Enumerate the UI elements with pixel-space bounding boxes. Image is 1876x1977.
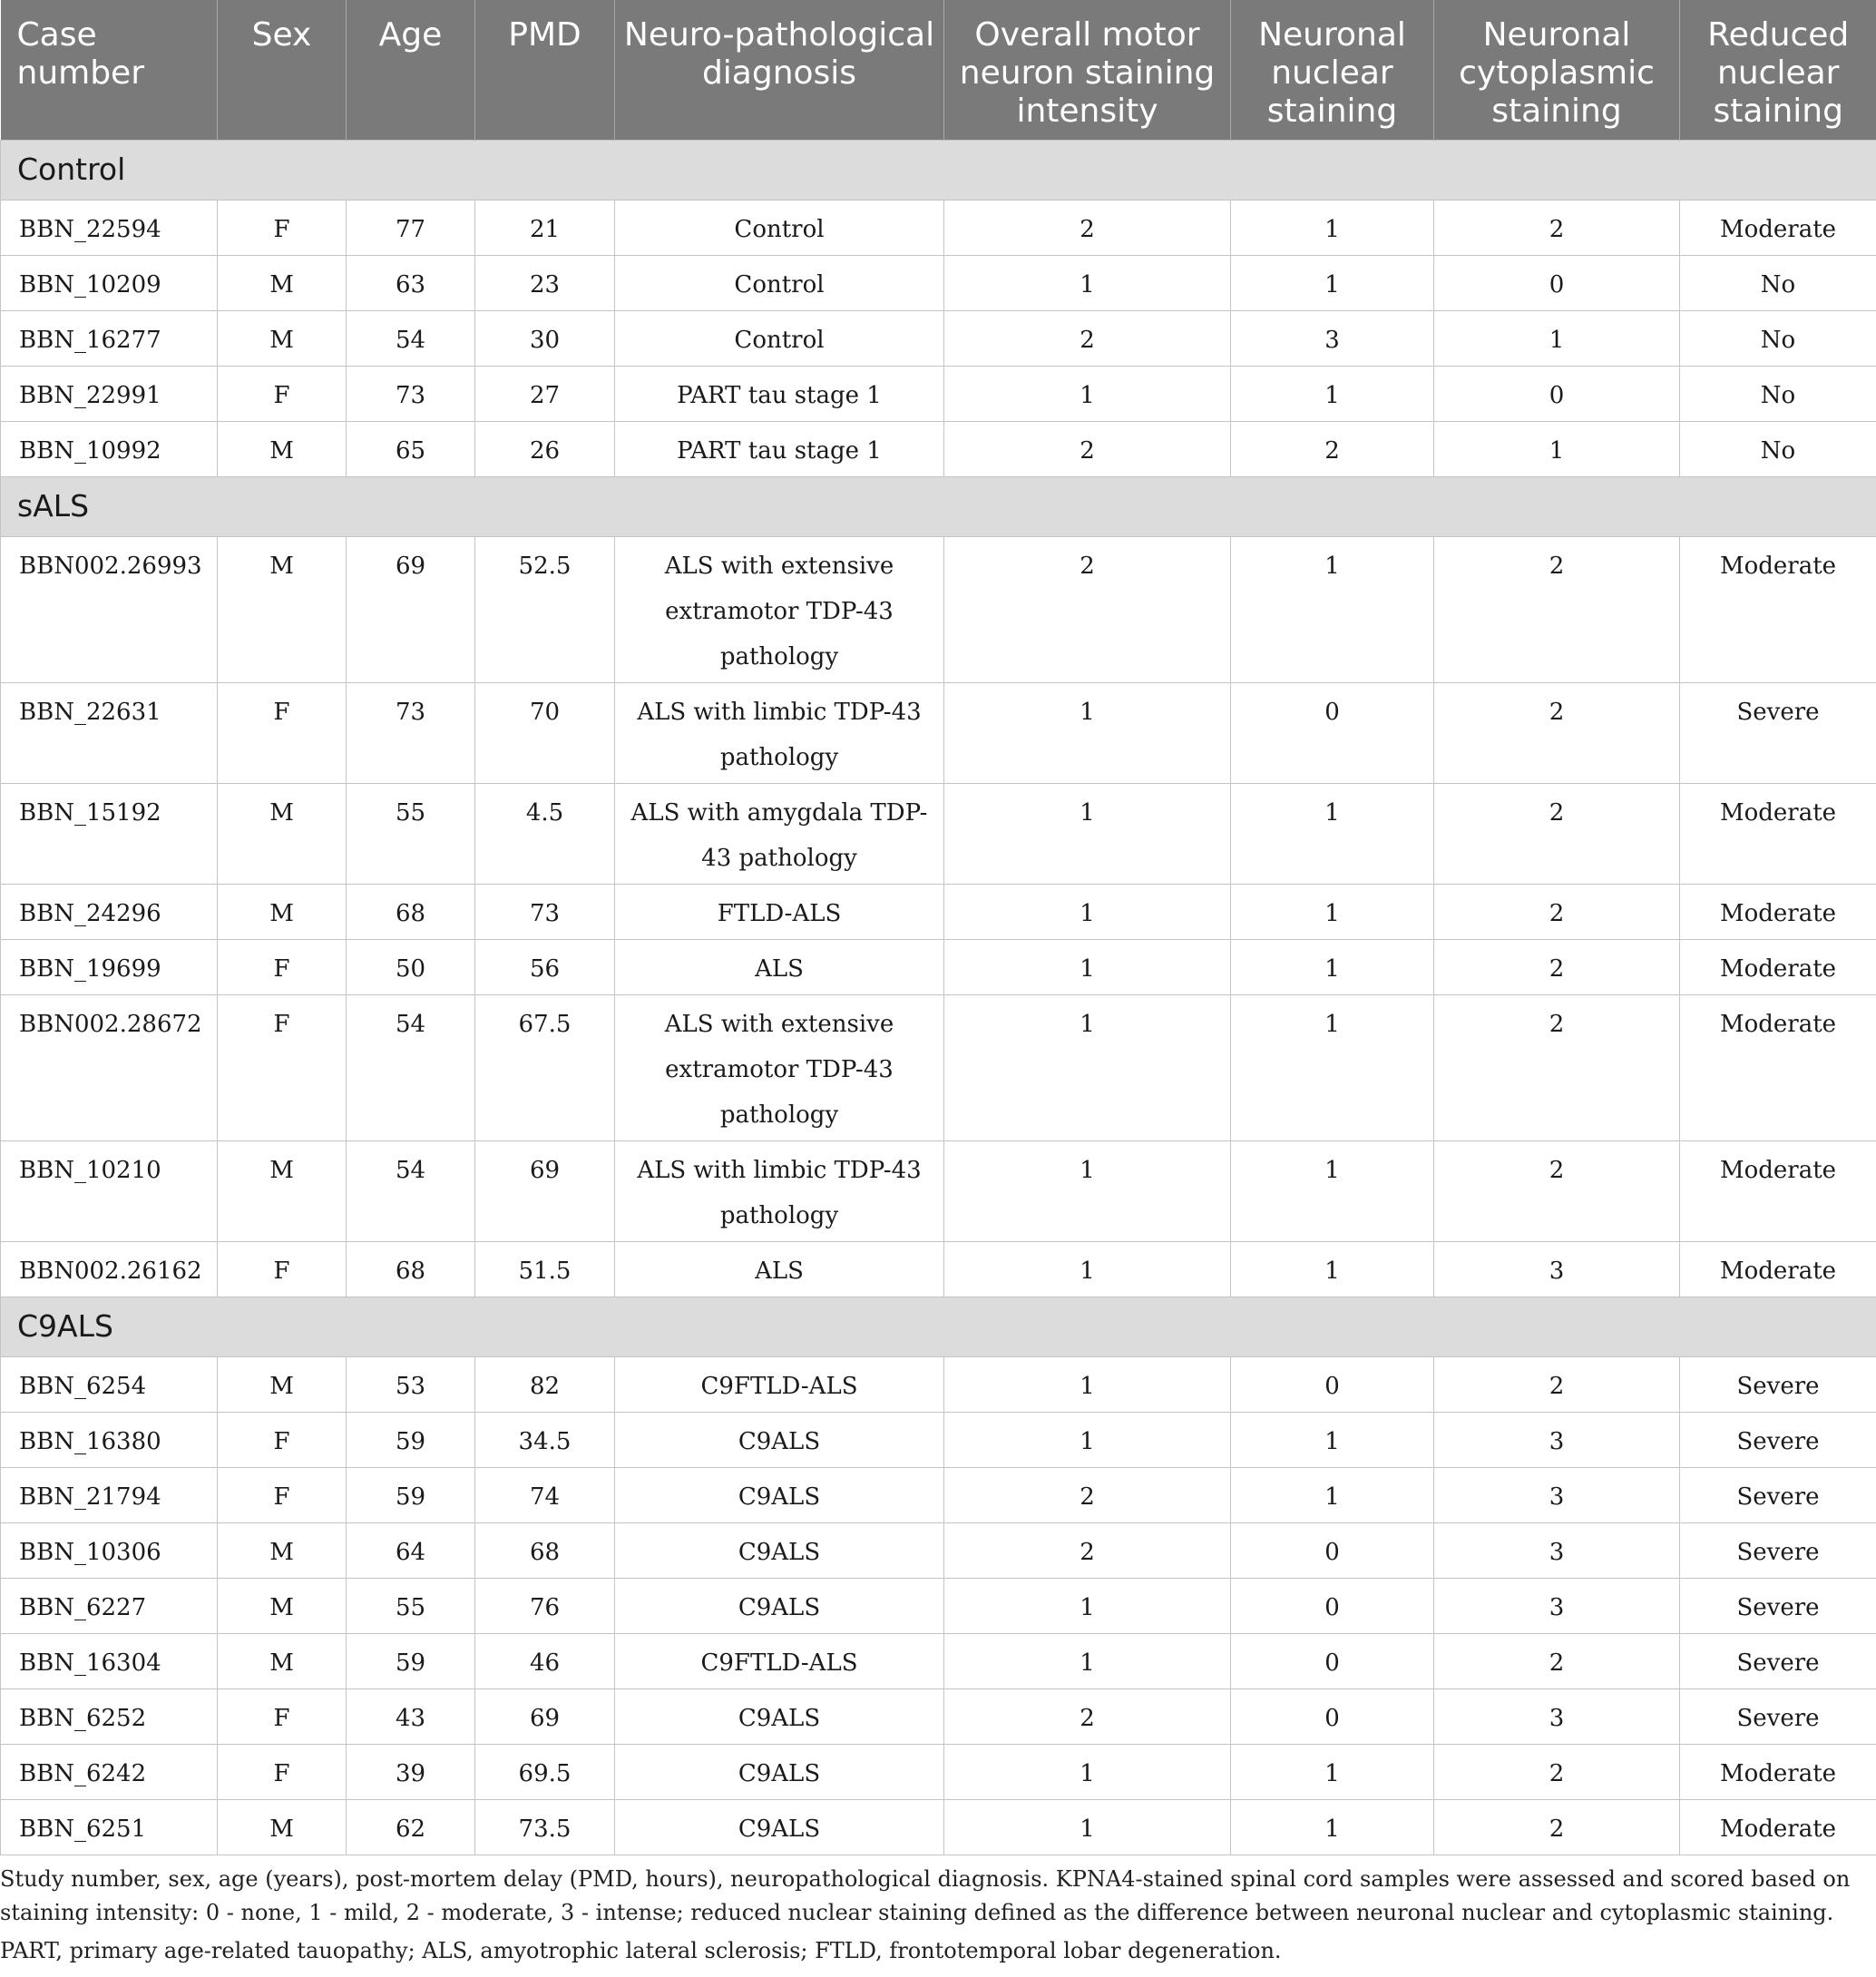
header-nuclear-staining: Neuronal nuclear staining xyxy=(1231,0,1434,141)
table-row xyxy=(1,683,1876,784)
cell-diagnosis: Control xyxy=(615,256,944,311)
table-row xyxy=(1,537,1876,683)
cell-cytoplasmic-staining: 2 xyxy=(1434,201,1680,256)
cell-age: 59 xyxy=(347,1468,475,1523)
cell-sex: M xyxy=(218,422,347,477)
cell-sex: F xyxy=(218,940,347,995)
cell-age: 55 xyxy=(347,784,475,885)
cell-pmd: 70 xyxy=(475,683,615,784)
cell-cytoplasmic-staining: 2 xyxy=(1434,1357,1680,1413)
cell-cytoplasmic-staining: 2 xyxy=(1434,1745,1680,1800)
cell-overall-intensity: 1 xyxy=(944,1413,1231,1468)
cell-cytoplasmic-staining: 1 xyxy=(1434,311,1680,367)
cell-cytoplasmic-staining: 3 xyxy=(1434,1689,1680,1745)
table-row xyxy=(1,201,1876,256)
cell-diagnosis: FTLD-ALS xyxy=(615,885,944,940)
cell-overall-intensity: 1 xyxy=(944,885,1231,940)
cell-overall-intensity: 1 xyxy=(944,1579,1231,1634)
cell-pmd: 27 xyxy=(475,367,615,422)
cell-pmd: 76 xyxy=(475,1579,615,1634)
header-overall-intensity: Overall motor neuron staining intensity xyxy=(944,0,1231,141)
cell-nuclear-staining: 0 xyxy=(1231,1579,1434,1634)
cell-overall-intensity: 1 xyxy=(944,1357,1231,1413)
cell-case-number: BBN_16304 xyxy=(1,1634,218,1689)
cell-reduced-nuclear: Moderate xyxy=(1680,1242,1876,1297)
cell-nuclear-staining: 1 xyxy=(1231,1800,1434,1855)
cell-sex: M xyxy=(218,1357,347,1413)
cell-nuclear-staining: 1 xyxy=(1231,1242,1434,1297)
header-reduced-nuclear: Reduced nuclear staining xyxy=(1680,0,1876,141)
table-row xyxy=(1,311,1876,367)
cell-nuclear-staining: 1 xyxy=(1231,940,1434,995)
cell-overall-intensity: 1 xyxy=(944,940,1231,995)
cell-case-number: BBN_24296 xyxy=(1,885,218,940)
cell-cytoplasmic-staining: 1 xyxy=(1434,422,1680,477)
cell-nuclear-staining: 1 xyxy=(1231,995,1434,1141)
cell-overall-intensity: 2 xyxy=(944,1468,1231,1523)
cell-overall-intensity: 1 xyxy=(944,1800,1231,1855)
cell-case-number: BBN002.28672 xyxy=(1,995,218,1141)
table-row xyxy=(1,1689,1876,1745)
cell-sex: M xyxy=(218,537,347,683)
cell-nuclear-staining: 1 xyxy=(1231,784,1434,885)
cell-cytoplasmic-staining: 2 xyxy=(1434,940,1680,995)
cell-age: 65 xyxy=(347,422,475,477)
table-row xyxy=(1,995,1876,1141)
cell-case-number: BBN_15192 xyxy=(1,784,218,885)
cell-nuclear-staining: 1 xyxy=(1231,367,1434,422)
cell-overall-intensity: 1 xyxy=(944,256,1231,311)
cell-age: 63 xyxy=(347,256,475,311)
cell-case-number: BBN_22594 xyxy=(1,201,218,256)
cell-reduced-nuclear: No xyxy=(1680,422,1876,477)
header-sex: Sex xyxy=(218,0,347,141)
cell-reduced-nuclear: Severe xyxy=(1680,1413,1876,1468)
cell-reduced-nuclear: Moderate xyxy=(1680,1745,1876,1800)
cell-cytoplasmic-staining: 2 xyxy=(1434,1634,1680,1689)
cell-sex: M xyxy=(218,1800,347,1855)
group-label: sALS xyxy=(1,477,1876,537)
cell-overall-intensity: 1 xyxy=(944,784,1231,885)
cell-diagnosis: C9ALS xyxy=(615,1413,944,1468)
cell-case-number: BBN_10992 xyxy=(1,422,218,477)
cell-age: 68 xyxy=(347,885,475,940)
cell-diagnosis: ALS xyxy=(615,940,944,995)
cell-overall-intensity: 1 xyxy=(944,683,1231,784)
cell-diagnosis: C9ALS xyxy=(615,1745,944,1800)
cell-reduced-nuclear: Moderate xyxy=(1680,537,1876,683)
cell-age: 39 xyxy=(347,1745,475,1800)
cell-reduced-nuclear: Moderate xyxy=(1680,1800,1876,1855)
cell-reduced-nuclear: No xyxy=(1680,367,1876,422)
cell-pmd: 68 xyxy=(475,1523,615,1579)
cell-sex: F xyxy=(218,367,347,422)
table-row xyxy=(1,1468,1876,1523)
cell-cytoplasmic-staining: 2 xyxy=(1434,784,1680,885)
cell-case-number: BBN_22991 xyxy=(1,367,218,422)
cell-case-number: BBN_6254 xyxy=(1,1357,218,1413)
cell-age: 77 xyxy=(347,201,475,256)
cell-case-number: BBN_6252 xyxy=(1,1689,218,1745)
header-cytoplasmic-staining: Neuronal cytoplasmic staining xyxy=(1434,0,1680,141)
cell-age: 59 xyxy=(347,1634,475,1689)
table-row xyxy=(1,940,1876,995)
cell-diagnosis: C9FTLD-ALS xyxy=(615,1634,944,1689)
cell-pmd: 21 xyxy=(475,201,615,256)
cell-nuclear-staining: 1 xyxy=(1231,537,1434,683)
table-row xyxy=(1,1357,1876,1413)
cell-diagnosis: Control xyxy=(615,311,944,367)
cell-cytoplasmic-staining: 2 xyxy=(1434,995,1680,1141)
cell-diagnosis: C9ALS xyxy=(615,1689,944,1745)
cell-pmd: 73 xyxy=(475,885,615,940)
cell-diagnosis: PART tau stage 1 xyxy=(615,367,944,422)
cell-sex: M xyxy=(218,1579,347,1634)
cell-pmd: 26 xyxy=(475,422,615,477)
cell-case-number: BBN002.26162 xyxy=(1,1242,218,1297)
cell-overall-intensity: 2 xyxy=(944,537,1231,683)
table-body xyxy=(1,141,1876,1855)
cell-age: 64 xyxy=(347,1523,475,1579)
table-header xyxy=(1,0,1876,141)
table-row xyxy=(1,1242,1876,1297)
footnote-methods: Study number, sex, age (years), post-mortem delay (PMD, hours), neuropathological diagnosis. KPNA4-stained spinal cord samples were assessed and scored based on staining intensity: 0 - none, 1 - mild, 2 - moderate, 3 - intense; reduced nuclear staining defined as the difference between neuronal nuclear and cytoplasmic staining. xyxy=(0,1866,1851,1925)
table-row xyxy=(1,422,1876,477)
cell-reduced-nuclear: Severe xyxy=(1680,1468,1876,1523)
cell-overall-intensity: 1 xyxy=(944,1141,1231,1242)
cell-diagnosis: C9ALS xyxy=(615,1523,944,1579)
cell-diagnosis: ALS with amygdala TDP-43 pathology xyxy=(615,784,944,885)
cell-age: 73 xyxy=(347,683,475,784)
cell-overall-intensity: 1 xyxy=(944,995,1231,1141)
cell-reduced-nuclear: Severe xyxy=(1680,683,1876,784)
cell-pmd: 69 xyxy=(475,1141,615,1242)
cell-case-number: BBN_6251 xyxy=(1,1800,218,1855)
cell-age: 69 xyxy=(347,537,475,683)
cell-cytoplasmic-staining: 3 xyxy=(1434,1523,1680,1579)
cell-sex: M xyxy=(218,784,347,885)
cell-nuclear-staining: 1 xyxy=(1231,256,1434,311)
cell-pmd: 51.5 xyxy=(475,1242,615,1297)
cell-reduced-nuclear: Moderate xyxy=(1680,940,1876,995)
table-row xyxy=(1,1800,1876,1855)
cell-sex: F xyxy=(218,1242,347,1297)
table-row xyxy=(1,367,1876,422)
cell-reduced-nuclear: Severe xyxy=(1680,1689,1876,1745)
cell-cytoplasmic-staining: 3 xyxy=(1434,1242,1680,1297)
cell-pmd: 46 xyxy=(475,1634,615,1689)
cell-pmd: 69.5 xyxy=(475,1745,615,1800)
group-label: C9ALS xyxy=(1,1297,1876,1357)
header-diagnosis: Neuro-pathological diagnosis xyxy=(615,0,944,141)
header-age: Age xyxy=(347,0,475,141)
cell-pmd: 34.5 xyxy=(475,1413,615,1468)
cell-nuclear-staining: 0 xyxy=(1231,1634,1434,1689)
cell-cytoplasmic-staining: 2 xyxy=(1434,1800,1680,1855)
cell-cytoplasmic-staining: 3 xyxy=(1434,1468,1680,1523)
cell-overall-intensity: 2 xyxy=(944,311,1231,367)
table-row xyxy=(1,1523,1876,1579)
cell-age: 54 xyxy=(347,1141,475,1242)
cell-nuclear-staining: 1 xyxy=(1231,1141,1434,1242)
cell-reduced-nuclear: Severe xyxy=(1680,1634,1876,1689)
group-label: Control xyxy=(1,141,1876,201)
group-row xyxy=(1,477,1876,537)
cell-age: 62 xyxy=(347,1800,475,1855)
cell-case-number: BBN_6242 xyxy=(1,1745,218,1800)
cell-nuclear-staining: 0 xyxy=(1231,683,1434,784)
cell-cytoplasmic-staining: 2 xyxy=(1434,1141,1680,1242)
table-row xyxy=(1,1745,1876,1800)
cell-sex: M xyxy=(218,256,347,311)
cell-sex: F xyxy=(218,1745,347,1800)
cell-nuclear-staining: 0 xyxy=(1231,1689,1434,1745)
cell-diagnosis: ALS with limbic TDP-43 pathology xyxy=(615,683,944,784)
cell-reduced-nuclear: Moderate xyxy=(1680,784,1876,885)
cell-reduced-nuclear: Moderate xyxy=(1680,885,1876,940)
cell-reduced-nuclear: No xyxy=(1680,311,1876,367)
cell-pmd: 52.5 xyxy=(475,537,615,683)
cell-cytoplasmic-staining: 2 xyxy=(1434,683,1680,784)
table-row xyxy=(1,784,1876,885)
cell-nuclear-staining: 2 xyxy=(1231,422,1434,477)
cell-age: 43 xyxy=(347,1689,475,1745)
cell-overall-intensity: 1 xyxy=(944,1745,1231,1800)
cell-age: 53 xyxy=(347,1357,475,1413)
cell-case-number: BBN002.26993 xyxy=(1,537,218,683)
cell-pmd: 23 xyxy=(475,256,615,311)
cell-sex: M xyxy=(218,1634,347,1689)
cell-case-number: BBN_16277 xyxy=(1,311,218,367)
cell-nuclear-staining: 0 xyxy=(1231,1523,1434,1579)
cell-nuclear-staining: 1 xyxy=(1231,1745,1434,1800)
cell-nuclear-staining: 0 xyxy=(1231,1357,1434,1413)
cell-case-number: BBN_21794 xyxy=(1,1468,218,1523)
cell-overall-intensity: 2 xyxy=(944,422,1231,477)
cell-case-number: BBN_6227 xyxy=(1,1579,218,1634)
cell-sex: F xyxy=(218,1413,347,1468)
cell-age: 59 xyxy=(347,1413,475,1468)
cell-cytoplasmic-staining: 2 xyxy=(1434,537,1680,683)
cell-case-number: BBN_10209 xyxy=(1,256,218,311)
cell-age: 54 xyxy=(347,311,475,367)
cell-pmd: 69 xyxy=(475,1689,615,1745)
cell-diagnosis: C9ALS xyxy=(615,1800,944,1855)
cell-pmd: 73.5 xyxy=(475,1800,615,1855)
cell-cytoplasmic-staining: 2 xyxy=(1434,885,1680,940)
cell-cytoplasmic-staining: 3 xyxy=(1434,1413,1680,1468)
cell-case-number: BBN_10306 xyxy=(1,1523,218,1579)
cell-age: 54 xyxy=(347,995,475,1141)
cell-pmd: 67.5 xyxy=(475,995,615,1141)
cell-pmd: 74 xyxy=(475,1468,615,1523)
cell-diagnosis: ALS with extensive extramotor TDP-43 pathology xyxy=(615,537,944,683)
cell-reduced-nuclear: Severe xyxy=(1680,1523,1876,1579)
table-row xyxy=(1,1413,1876,1468)
cell-diagnosis: Control xyxy=(615,201,944,256)
cell-sex: F xyxy=(218,1468,347,1523)
cell-sex: F xyxy=(218,1689,347,1745)
cell-overall-intensity: 2 xyxy=(944,1523,1231,1579)
cell-case-number: BBN_10210 xyxy=(1,1141,218,1242)
cell-cytoplasmic-staining: 3 xyxy=(1434,1579,1680,1634)
cell-pmd: 82 xyxy=(475,1357,615,1413)
cell-sex: M xyxy=(218,311,347,367)
cell-diagnosis: ALS with limbic TDP-43 pathology xyxy=(615,1141,944,1242)
cell-nuclear-staining: 1 xyxy=(1231,885,1434,940)
cell-sex: F xyxy=(218,201,347,256)
cell-reduced-nuclear: Moderate xyxy=(1680,1141,1876,1242)
cell-age: 50 xyxy=(347,940,475,995)
cell-nuclear-staining: 3 xyxy=(1231,311,1434,367)
cell-pmd: 56 xyxy=(475,940,615,995)
cell-overall-intensity: 2 xyxy=(944,1689,1231,1745)
cell-diagnosis: ALS with extensive extramotor TDP-43 pathology xyxy=(615,995,944,1141)
header-pmd: PMD xyxy=(475,0,615,141)
cell-overall-intensity: 2 xyxy=(944,201,1231,256)
cell-overall-intensity: 1 xyxy=(944,367,1231,422)
table-row xyxy=(1,1141,1876,1242)
cell-pmd: 4.5 xyxy=(475,784,615,885)
cell-nuclear-staining: 1 xyxy=(1231,1413,1434,1468)
cell-sex: F xyxy=(218,683,347,784)
cell-diagnosis: C9ALS xyxy=(615,1468,944,1523)
cell-sex: M xyxy=(218,885,347,940)
cell-age: 73 xyxy=(347,367,475,422)
cell-reduced-nuclear: Severe xyxy=(1680,1579,1876,1634)
cell-diagnosis: C9FTLD-ALS xyxy=(615,1357,944,1413)
header-case-number: Case number xyxy=(1,0,218,141)
cell-cytoplasmic-staining: 0 xyxy=(1434,256,1680,311)
cell-reduced-nuclear: Moderate xyxy=(1680,201,1876,256)
cell-reduced-nuclear: Severe xyxy=(1680,1357,1876,1413)
cell-pmd: 30 xyxy=(475,311,615,367)
cell-age: 68 xyxy=(347,1242,475,1297)
cell-case-number: BBN_22631 xyxy=(1,683,218,784)
header-row xyxy=(1,0,1876,141)
table-row xyxy=(1,256,1876,311)
cell-diagnosis: ALS xyxy=(615,1242,944,1297)
footnote-abbreviations: PART, primary age-related tauopathy; ALS, amyotrophic lateral sclerosis; FTLD, frontotemporal lobar degeneration. xyxy=(0,1938,1282,1963)
table-row xyxy=(1,885,1876,940)
cell-cytoplasmic-staining: 0 xyxy=(1434,367,1680,422)
cell-overall-intensity: 1 xyxy=(944,1242,1231,1297)
cell-age: 55 xyxy=(347,1579,475,1634)
table-row xyxy=(1,1634,1876,1689)
group-row xyxy=(1,1297,1876,1357)
cell-case-number: BBN_19699 xyxy=(1,940,218,995)
cell-overall-intensity: 1 xyxy=(944,1634,1231,1689)
cell-reduced-nuclear: No xyxy=(1680,256,1876,311)
cell-case-number: BBN_16380 xyxy=(1,1413,218,1468)
table-row xyxy=(1,1579,1876,1634)
cell-nuclear-staining: 1 xyxy=(1231,201,1434,256)
cell-sex: F xyxy=(218,995,347,1141)
cell-sex: M xyxy=(218,1141,347,1242)
cell-nuclear-staining: 1 xyxy=(1231,1468,1434,1523)
cell-diagnosis: C9ALS xyxy=(615,1579,944,1634)
cell-diagnosis: PART tau stage 1 xyxy=(615,422,944,477)
group-row xyxy=(1,141,1876,201)
cell-sex: M xyxy=(218,1523,347,1579)
cell-reduced-nuclear: Moderate xyxy=(1680,995,1876,1141)
